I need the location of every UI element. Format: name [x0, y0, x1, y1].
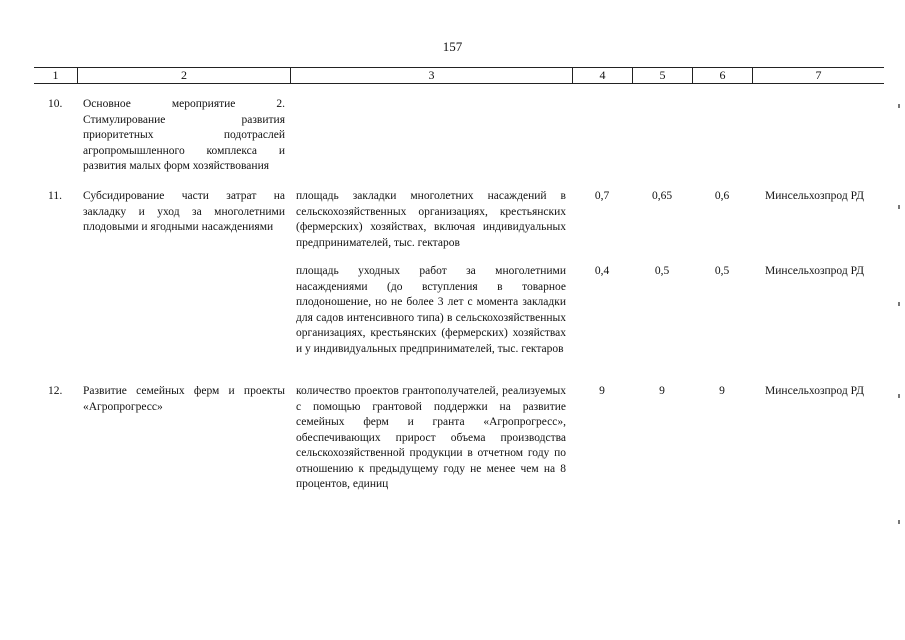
- indicator-value-col6: 0,5: [714, 265, 730, 277]
- indicator-value-col4: 0,4: [594, 265, 610, 277]
- row-number: 12.: [48, 385, 63, 397]
- header-col-1: 1: [52, 68, 59, 82]
- header-col-7: 7: [752, 68, 884, 83]
- indicator-value-col5: 0,5: [654, 265, 670, 277]
- measure-name: Основное мероприятие 2. Стимулирование развития приоритетных подотраслей агропромышленного комплекса и развития малых форм хозяйствования: [83, 98, 285, 172]
- header-col-5: 5: [632, 68, 692, 83]
- indicator-text: площадь закладки многолетних насаждений в сельскохозяйственных организациях, крестьянских (фермерских) хозяйствах, включая индивидуальных предпринимателей, тыс. гектаров: [296, 190, 566, 249]
- row-number: 11.: [48, 190, 62, 202]
- indicator-value-col4: 9: [599, 385, 605, 397]
- scan-mark: [898, 205, 900, 209]
- responsible-executor: Минсельхозпрод РД: [765, 385, 864, 397]
- scan-mark: [898, 302, 900, 306]
- indicator-value-col6: 0,6: [714, 190, 730, 202]
- scan-mark: [898, 394, 900, 398]
- measure-name: Субсидирование части затрат на закладку и уход за многолетними плодовыми и ягодными насаждениями: [83, 190, 285, 233]
- indicator-value-col6: 9: [719, 385, 725, 397]
- scan-mark: [898, 104, 900, 108]
- indicator-text: площадь уходных работ за многолетними насаждениями (до вступления в товарное плодоношение, но не более 3 лет с момента закладки для садов интенсивного типа) в сельскохозяйственных организациях, крестьянских (фермерских) хозяйствах и у индивидуальных предпринимателей, тыс. гектаров: [296, 265, 566, 355]
- row-number: 10.: [48, 98, 63, 110]
- responsible-executor: Минсельхозпрод РД: [765, 190, 864, 202]
- scan-mark: [898, 520, 900, 524]
- header-col-2: 2: [77, 68, 290, 83]
- indicator-value-col5: 9: [659, 385, 665, 397]
- header-col-6: 6: [692, 68, 752, 83]
- responsible-executor: Минсельхозпрод РД: [765, 265, 864, 277]
- indicator-text: количество проектов грантополучателей, реализуемых с помощью грантовой поддержки на развитие семейных ферм и гранта «Агропрогресс», обеспечивающих прирост объема производства сельскохозяйственной продукции в отчетном году по отношению к предыдущему году не менее чем на 8 процентов, единиц: [296, 385, 566, 490]
- table-header-row: [34, 67, 884, 84]
- measure-name: Развитие семейных ферм и проекты «Агропрогресс»: [83, 385, 285, 413]
- header-col-3: 3: [290, 68, 572, 83]
- indicator-value-col5: 0,65: [651, 190, 673, 202]
- indicator-value-col4: 0,7: [594, 190, 610, 202]
- page-number: 157: [442, 39, 463, 54]
- header-col-4: 4: [572, 68, 632, 83]
